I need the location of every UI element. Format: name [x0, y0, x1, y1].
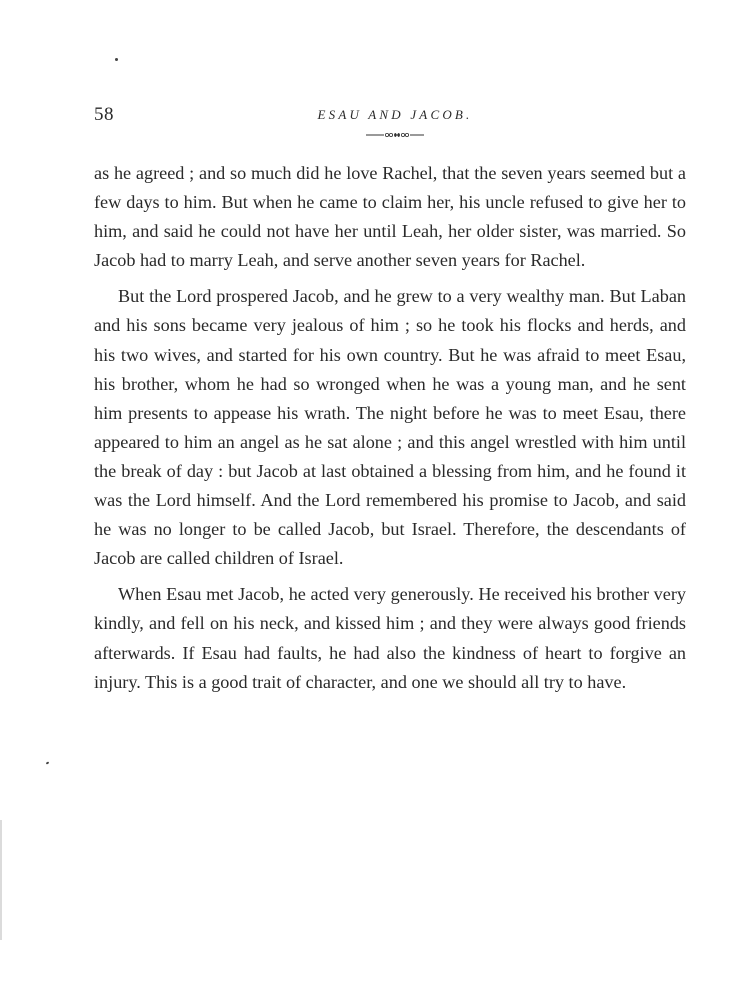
page-edge-shadow	[0, 820, 2, 940]
paragraph: as he agreed ; and so much did he love Rachel, that the seven years seemed but a few days to him. But when he came to claim her, his uncle refused to give her to him, and said he could not have her until Leah, her older sister, was married. So Jacob had to marry Leah, and serve another seven years for Rachel.	[94, 163, 686, 271]
body-text	[94, 159, 686, 704]
ink-speck	[46, 761, 50, 764]
ornament-divider	[366, 130, 424, 140]
page-number: 58	[94, 104, 114, 125]
running-title: ESAU AND JACOB.	[317, 107, 473, 122]
paragraph: But the Lord prospered Jacob, and he grew to a very wealthy man. But Laban and his sons became very jealous of him ; so he took his flocks and herds, and his two wives, and started for his own country. But he was afraid to meet Esau, his brother, whom he had so wronged when he was a young man, and he sent him presents to appease his wrath. The night before he was to meet Esau, there appeared to him an angel as he sat alone ; and this angel wrestled with him until the break of day : but Jacob at last obtained a blessing from him, and he found it was the Lord himself. And the Lord remembered his promise to Jacob, and said he was no longer to be called Jacob, but Israel. Therefore, the descendants of Jacob are called children of Israel.	[94, 286, 686, 569]
ink-speck	[115, 58, 118, 61]
paragraph: When Esau met Jacob, he acted very generously. He received his brother very kindly, and fell on his neck, and kissed him ; and they were always good friends afterwards. If Esau had faults, he had also the kindness of heart to forgive an injury. This is a good trait of character, and one we should all try to have.	[94, 584, 686, 692]
page-header	[94, 104, 686, 144]
